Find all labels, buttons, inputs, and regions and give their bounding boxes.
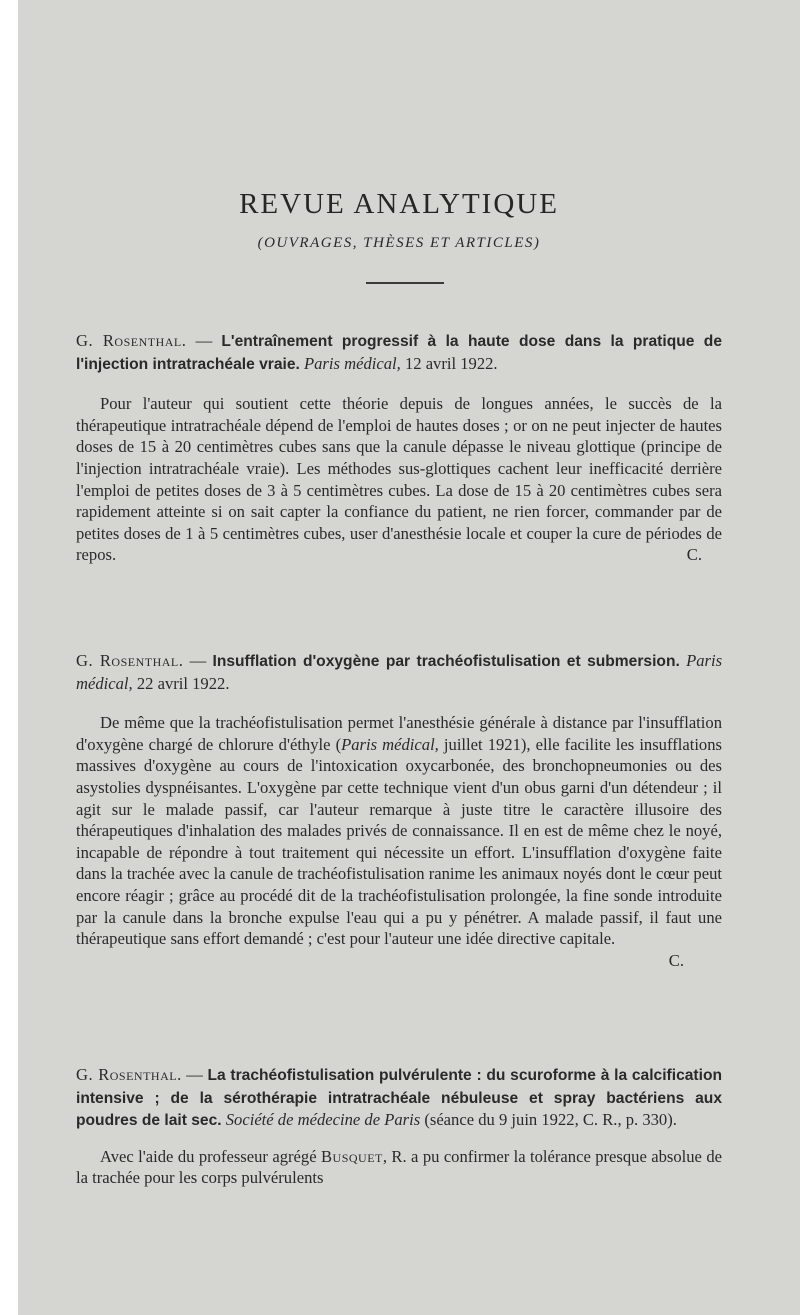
page <box>18 0 800 1315</box>
article-2-date: 22 avril 1922. <box>132 673 230 693</box>
article-2-title: Insufflation d'oxygène par trachéofistulisation et submersion. <box>212 653 680 670</box>
article-2 <box>76 650 722 971</box>
page-subtitle: (OUVRAGES, THÈSES ET ARTICLES) <box>257 235 541 251</box>
title-divider <box>366 282 444 284</box>
article-2-source: Paris médical, <box>76 651 723 693</box>
article-3-date: (séance du 9 juin 1922, C. R., p. 330). <box>420 1110 677 1130</box>
article-2-body <box>76 712 722 950</box>
article-3-title: La trachéofistulisation pulvérulente : du scuroforme à la calcification intensive ; de la sérothérapie intratrachéale nébuleuse et spray bactériens aux poudres de lait sec. <box>76 1067 723 1130</box>
article-1-body: Pour l'auteur qui soutient cette théorie depuis de longues années, le succès de la thérapeutique intratrachéale dépend de l'emploi de hautes doses ; or on ne peut injecter de hautes doses de 15 à 20 centimètres cubes sans que la canule dépasse le niveau glottique (principe de l'injection intratrachéale vraie). Les méthodes sus-glottiques cachent leur inefficacité derrière l'emploi de petites doses de 3 à 5 centimètres cubes. La dose de 15 à 20 centimètres cubes sera rapidement atteinte si on sait capter la confiance du patient, ne rien forcer, commander par de petites doses de 1 à 5 centimètres cubes, user d'anesthésie locale et couper la cure de périodes de repos. <box>76 394 722 565</box>
article-3-source: Société de médecine de Paris <box>225 1110 421 1130</box>
article-1-signature: C. <box>686 545 702 565</box>
article-2-author: G. Rosenthal. <box>76 651 184 670</box>
page-title: REVUE ANALYTIQUE <box>239 188 559 220</box>
article-1-dash: — <box>186 331 222 350</box>
article-3-dash: — <box>181 1065 208 1084</box>
article-1-source: Paris médical, <box>304 353 401 373</box>
article-1 <box>76 330 722 566</box>
article-2-body-pre: De même que la trachéofistulisation permet l'anesthésie générale à distance par l'insufflation d'oxygène chargé de chlorure d'éthyle ( <box>76 713 722 754</box>
article-3-body <box>76 1146 722 1189</box>
article-3-body-pre: Avec l'aide du professeur agrégé <box>100 1146 321 1166</box>
article-2-heading <box>76 650 722 694</box>
article-1-title: L'entraînement progressif à la haute dose dans la pratique de l'injection intratrachéale vraie. <box>76 333 722 373</box>
article-1-heading <box>76 330 722 375</box>
article-3-heading <box>76 1064 722 1132</box>
article-1-author: G. Rosenthal. <box>76 331 187 350</box>
article-3-body-name: Busquet <box>320 1146 383 1166</box>
article-2-body-source: Paris médical, <box>341 734 439 754</box>
article-3 <box>76 1064 722 1189</box>
article-2-signature: C. <box>668 950 684 970</box>
article-2-dash: — <box>183 651 213 670</box>
article-3-author: G. Rosenthal. <box>76 1065 182 1084</box>
article-2-body-post: juillet 1921), elle facilite les insufflations massives d'oxygène au cours de l'intoxication oxycarbonée, des bronchopneumonies ou des asystolies dyspnéisantes. L'oxygène par cette technique vient d'un obus garni d'un détendeur ; il agit sur le malade passif, car l'auteur remarque à juste titre le caractère illusoire des thérapeutiques d'inhalation des malades privés de connaissance. Il en est de même chez le noyé, incapable de répondre à tout traitement qui nécessite un effort. L'insufflation d'oxygène faite dans la trachée avec la canule de trachéofistulisation ranime les animaux noyés dont le cœur peut encore réagir ; grâce au procédé dit de la trachéofistulisation prolongée, la fine sonde introduite par la canule dans la bronche expulse l'eau qui a pu y pénétrer. A malade passif, il faut une thérapeutique sans effort demandé ; c'est pour l'auteur une idée directive capitale. <box>76 734 722 949</box>
article-1-date: 12 avril 1922. <box>400 353 498 373</box>
article-3-body-post: , R. a pu confirmer la tolérance presque absolue de la trachée pour les corps pulvérulents <box>76 1146 722 1188</box>
